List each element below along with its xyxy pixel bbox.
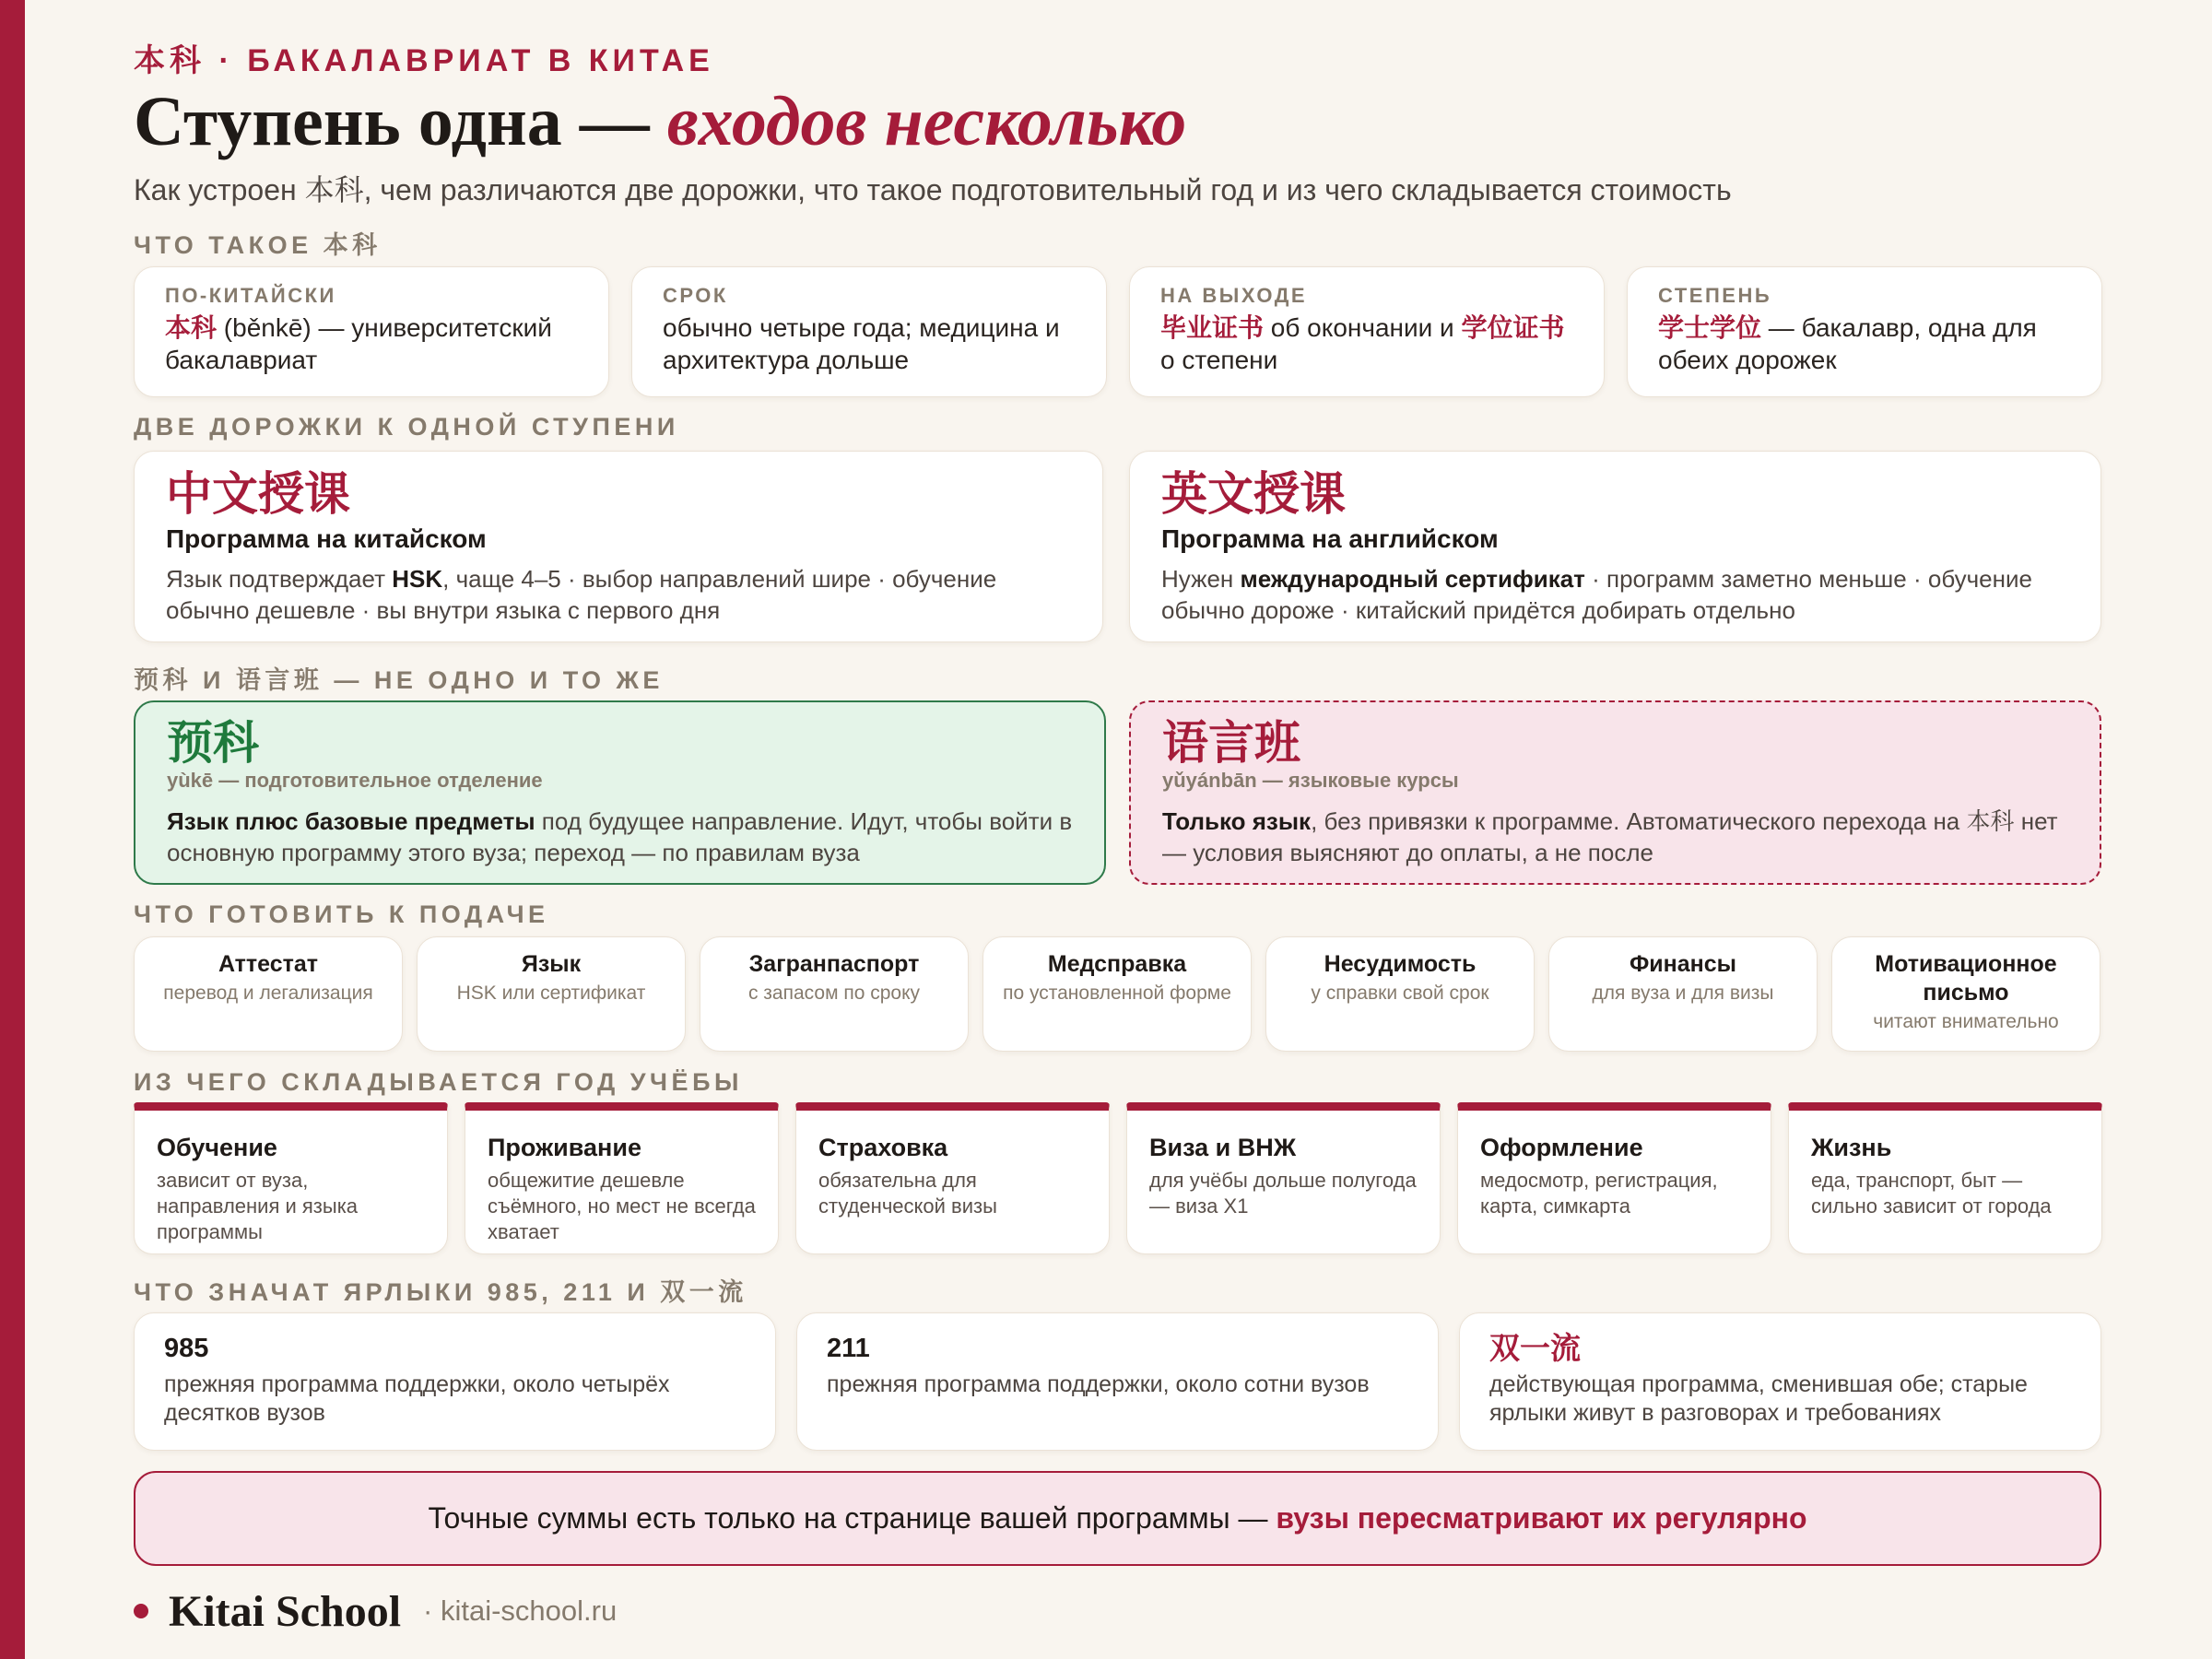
- card-duration: [631, 266, 1107, 397]
- card-label: СТЕПЕНЬ: [1658, 284, 1772, 307]
- label-sub: прежняя программа поддержки, около сотни вузов: [827, 1371, 1370, 1397]
- label-title: 211: [827, 1334, 870, 1363]
- cost-title: Обучение: [157, 1134, 277, 1161]
- doc-title: Медсправка: [1047, 951, 1187, 977]
- brand-dot-icon: [134, 1604, 148, 1618]
- doc-sub: для вуза и для визы: [1592, 982, 1774, 1004]
- section-costs: ИЗ ЧЕГО СКЛАДЫВАЕТСЯ ГОД УЧЁБЫ: [134, 1068, 743, 1096]
- label-title: 985: [164, 1334, 209, 1363]
- card-text: 本科 (běnkē) — университетский бакалавриат: [165, 313, 552, 374]
- card-label: НА ВЫХОДЕ: [1160, 284, 1308, 307]
- banner-text: Точные суммы есть только на странице вашей программы —: [428, 1501, 1268, 1535]
- cost-paperwork: [1457, 1102, 1771, 1254]
- card-text: 学士学位 — бакалавр, одна для обеих дорожек: [1658, 313, 2037, 374]
- card-label: СРОК: [663, 284, 728, 307]
- label-985: [134, 1312, 776, 1451]
- track-hanzi: 中文授课: [166, 468, 350, 520]
- site-link[interactable]: · kitai-school.ru: [423, 1594, 618, 1627]
- cost-title: Виза и ВНЖ: [1149, 1134, 1297, 1161]
- track-chinese: [134, 451, 1103, 642]
- cost-sub: для учёбы дольше полугода — виза X1: [1149, 1169, 1417, 1218]
- section-two-tracks: ДВЕ ДОРОЖКИ К ОДНОЙ СТУПЕНИ: [134, 413, 679, 441]
- cost-sub: зависит от вуза, направления и языка программы: [157, 1169, 359, 1243]
- page: [134, 0, 2102, 1659]
- doc-title: Финансы: [1629, 951, 1737, 977]
- doc-passport: [700, 936, 969, 1052]
- cost-sub: медосмотр, регистрация, карта, симкарта: [1480, 1169, 1718, 1218]
- card-text: 毕业证书 об окончании и 学位证书 о степени: [1160, 313, 1565, 374]
- card-degree: [1627, 266, 2102, 397]
- doc-medical: [982, 936, 1252, 1052]
- label-211: [796, 1312, 1439, 1451]
- doc-title: Загранпаспорт: [748, 951, 920, 977]
- label-sub: действующая программа, сменившая обе; старые ярлыки живут в разговорах и требованиях: [1489, 1371, 2028, 1426]
- doc-sub: перевод и легализация: [163, 982, 373, 1004]
- page-title: [134, 79, 1186, 164]
- title-main: Ступень одна —: [134, 83, 667, 160]
- track-title: Программа на английском: [1161, 524, 1499, 553]
- prep-pinyin: yǔyánbān — языковые курсы: [1162, 769, 1459, 792]
- track-text: Нужен международный сертификат · программ заметно меньше · обучение обычно дороже · китайский придётся добирать отдельно: [1161, 565, 2032, 624]
- banner-bold: вузы пересматривают их регулярно: [1276, 1501, 1807, 1535]
- cost-title: Жизнь: [1811, 1134, 1892, 1161]
- doc-language: [417, 936, 686, 1052]
- prep-text: Только язык, без привязки к программе. Автоматического перехода на 本科 нет — условия выясняют до оплаты, а не после: [1162, 807, 2058, 866]
- side-accent-bar: [0, 0, 25, 1659]
- label-sub: прежняя программа поддержки, около четырёх десятков вузов: [164, 1371, 670, 1426]
- cost-title: Оформление: [1480, 1134, 1643, 1161]
- track-text: Язык подтверждает HSK, чаще 4–5 · выбор направлений шире · обучение обычно дешевле · вы внутри языка с первого дня: [166, 565, 997, 624]
- prep-pinyin: yùkē — подготовительное отделение: [167, 769, 543, 792]
- doc-sub: с запасом по сроку: [747, 982, 921, 1004]
- cost-living: [1788, 1102, 2102, 1254]
- cost-insurance: [795, 1102, 1110, 1254]
- doc-motivation-letter: [1831, 936, 2100, 1052]
- prep-text: Язык плюс базовые предметы под будущее направление. Идут, чтобы войти в основную программу этого вуза; переход — по правилам вуза: [167, 807, 1073, 866]
- page-subtitle: Как устроен 本科, чем различаются две дорожки, что такое подготовительный год и из чего складывается стоимость: [134, 173, 1732, 206]
- section-documents: ЧТО ГОТОВИТЬ К ПОДАЧЕ: [134, 900, 549, 928]
- doc-title: Аттестат: [218, 951, 319, 977]
- section-prep-vs-lang: 预科 И 语言班 — НЕ ОДНО И ТО ЖЕ: [134, 666, 664, 694]
- track-title: Программа на китайском: [166, 524, 487, 553]
- doc-sub: по установленной форме: [1003, 982, 1231, 1004]
- footer: [134, 1583, 617, 1639]
- cost-tuition: [134, 1102, 448, 1254]
- card-text: обычно четыре года; медицина и архитектура дольше: [663, 313, 1060, 374]
- card-in-chinese: [134, 266, 609, 397]
- section-labels: ЧТО ЗНАЧАТ ЯРЛЫКИ 985, 211 И 双一流: [134, 1278, 747, 1306]
- doc-title: Мотивационное письмо: [1875, 951, 2057, 1006]
- label-double-first-class: [1459, 1312, 2101, 1451]
- doc-sub: HSK или сертификат: [456, 982, 646, 1004]
- prep-yuyanban: [1129, 700, 2101, 885]
- prep-hanzi: 语言班: [1162, 717, 1300, 769]
- cost-visa: [1126, 1102, 1441, 1254]
- doc-title: Несудимость: [1324, 951, 1477, 977]
- cost-housing: [465, 1102, 779, 1254]
- cost-title: Проживание: [488, 1134, 641, 1161]
- track-hanzi: 英文授课: [1161, 468, 1346, 520]
- prep-yuke: [134, 700, 1106, 885]
- doc-title: Язык: [521, 951, 582, 977]
- card-outcome: [1129, 266, 1605, 397]
- notice-banner: [134, 1471, 2101, 1566]
- cost-sub: обязательна для студенческой визы: [818, 1169, 997, 1218]
- card-label: ПО-КИТАЙСКИ: [165, 284, 336, 307]
- cost-sub: еда, транспорт, быт — сильно зависит от города: [1811, 1169, 2052, 1218]
- label-title: 双一流: [1489, 1331, 1581, 1365]
- doc-sub: читают внимательно: [1873, 1011, 2059, 1032]
- doc-certificate: [134, 936, 403, 1052]
- cost-title: Страховка: [818, 1134, 948, 1161]
- prep-hanzi: 预科: [167, 717, 259, 769]
- section-what-is: ЧТО ТАКОЕ 本科: [134, 231, 382, 259]
- doc-sub: у справки свой срок: [1311, 982, 1489, 1004]
- eyebrow: 本科 · БАКАЛАВРИАТ В КИТАЕ: [134, 43, 714, 78]
- doc-finances: [1548, 936, 1818, 1052]
- title-accent: входов несколько: [666, 83, 1187, 160]
- cost-sub: общежитие дешевле съёмного, но мест не всегда хватает: [488, 1169, 756, 1243]
- brand-name: Kitai School: [169, 1586, 402, 1636]
- doc-no-record: [1265, 936, 1535, 1052]
- track-english: [1129, 451, 2101, 642]
